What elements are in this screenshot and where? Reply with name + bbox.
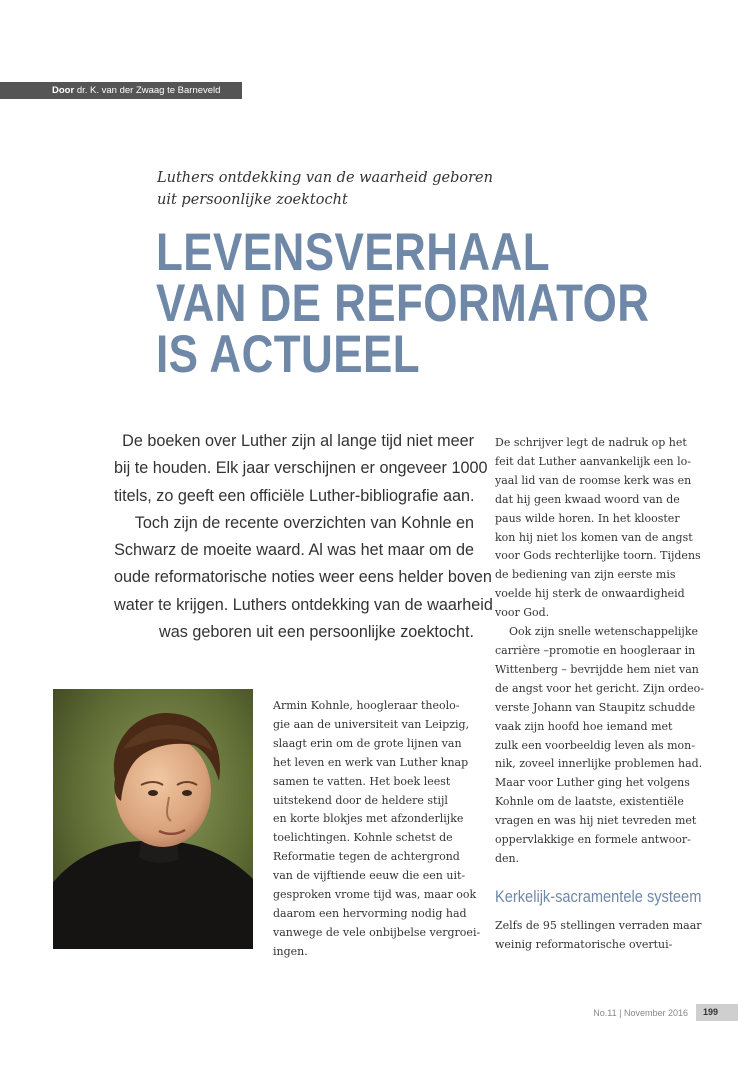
text-line: carrière –promotie en hoogleraar in	[495, 643, 696, 657]
luther-portrait	[53, 689, 253, 949]
intro-line: De boeken over Luther zijn al lange tijd niet meer	[122, 432, 474, 450]
text-line: dat hij geen kwaad woord van de	[495, 492, 680, 506]
text-line: Maar voor Luther ging het volgens	[495, 776, 690, 790]
text-line: oppervlakkige en formele antwoor-	[495, 833, 691, 847]
text-line: nik, zoveel innerlijke problemen had.	[495, 757, 703, 771]
text-line: voor Gods rechterlijke toorn. Tijdens	[495, 549, 701, 563]
intro-line: bij te houden. Elk jaar verschijnen er ongeveer 1000	[114, 459, 488, 478]
intro-line: water te krijgen. Luthers ontdekking van de waarheid	[114, 595, 493, 614]
text-line: samen te vatten. Het boek leest	[273, 774, 451, 788]
text-line: Armin Kohnle, hoogleraar theolo-	[273, 699, 460, 712]
kicker-line: uit persoonlijke zoektocht	[157, 192, 348, 208]
byline-prefix: Door	[52, 85, 75, 96]
text-line: verste Johann van Staupitz schudde	[495, 700, 696, 714]
kicker	[157, 167, 557, 211]
text-line: vaak zijn hoofd hoe iemand met	[495, 719, 673, 733]
intro-paragraph	[114, 428, 493, 646]
intro-line: titels, zo geeft een officiële Luther-bibliografie aan.	[114, 486, 475, 505]
text-line: zulk een voorbeeldig leven als mon-	[495, 738, 695, 752]
byline-bar	[0, 82, 242, 99]
page-number: 199	[696, 1004, 738, 1021]
text-line: vanwege de vele onbijbelse vergroei-	[273, 925, 481, 939]
text-line: Ook zijn snelle wetenschappelijke	[509, 625, 698, 639]
issue-info: No.11 | November 2016	[593, 1007, 688, 1018]
text-line: kon hij niet los komen van de angst	[495, 530, 693, 544]
text-line: Kohnle om de laatste, existentiële	[495, 795, 684, 809]
column-middle	[273, 697, 480, 962]
text-line: ingen.	[273, 944, 308, 958]
text-line: feit dat Luther aanvankelijk een lo-	[495, 454, 691, 468]
byline-author: dr. K. van der Zwaag te Barneveld	[76, 85, 221, 96]
page-title	[156, 223, 650, 384]
text-line: het leven en werk van Luther knap	[273, 755, 469, 769]
column-right	[495, 434, 704, 869]
text-line: de angst voor het gericht. Zijn ordeo-	[495, 681, 704, 695]
text-line: voor God.	[495, 606, 550, 620]
headline-line: LEVENSVERHAAL	[156, 223, 551, 282]
page-footer	[593, 1004, 738, 1021]
text-line: Zelfs de 95 stellingen verraden maar	[495, 919, 702, 932]
text-line: yaal lid van de roomse kerk was en	[495, 473, 692, 487]
text-line: uitstekend door de heldere stijl	[273, 793, 448, 807]
intro-line: Schwarz de moeite waard. Al was het maar om de	[114, 541, 474, 560]
text-line: gie aan de universiteit van Leipzig,	[273, 717, 470, 731]
column-right-continued	[495, 917, 702, 955]
text-line: paus wilde horen. In het klooster	[495, 511, 680, 525]
intro-line: was geboren uit een persoonlijke zoektocht.	[159, 623, 474, 642]
text-line: voelde hij sterk de onwaardigheid	[495, 587, 685, 601]
text-line: daarom een hervorming nodig had	[273, 906, 467, 920]
text-line: gesproken vrome tijd was, maar ook	[273, 888, 477, 902]
portrait-image	[53, 689, 253, 949]
text-line: en korte blokjes met afzonderlijke	[273, 812, 464, 826]
text-line: de bediening van zijn eerste mis	[495, 568, 676, 582]
text-line: weinig reformatorische overtui-	[495, 937, 673, 951]
headline-line: VAN DE REFORMATOR	[156, 274, 650, 333]
text-line: den.	[495, 851, 520, 865]
text-line: De schrijver legt de nadruk op het	[495, 436, 687, 449]
text-line: slaagt erin om de grote lijnen van	[273, 736, 462, 750]
text-line: van de vijftiende eeuw die een uit-	[273, 869, 466, 883]
kicker-line: Luthers ontdekking van de waarheid geboren	[157, 170, 493, 186]
text-line: vragen en was hij niet tevreden met	[495, 814, 697, 828]
text-line: toelichtingen. Kohnle schetst de	[273, 831, 453, 845]
text-line: Wittenberg – bevrijdde hem niet van	[495, 662, 699, 676]
section-heading: Kerkelijk-sacramentele systeem	[495, 887, 702, 906]
text-line: Reformatie tegen de achtergrond	[273, 850, 460, 864]
intro-line: oude reformatorische noties weer eens helder boven	[114, 568, 492, 587]
intro-line: Toch zijn de recente overzichten van Kohnle en	[134, 513, 474, 532]
headline-line: IS ACTUEEL	[156, 325, 421, 384]
